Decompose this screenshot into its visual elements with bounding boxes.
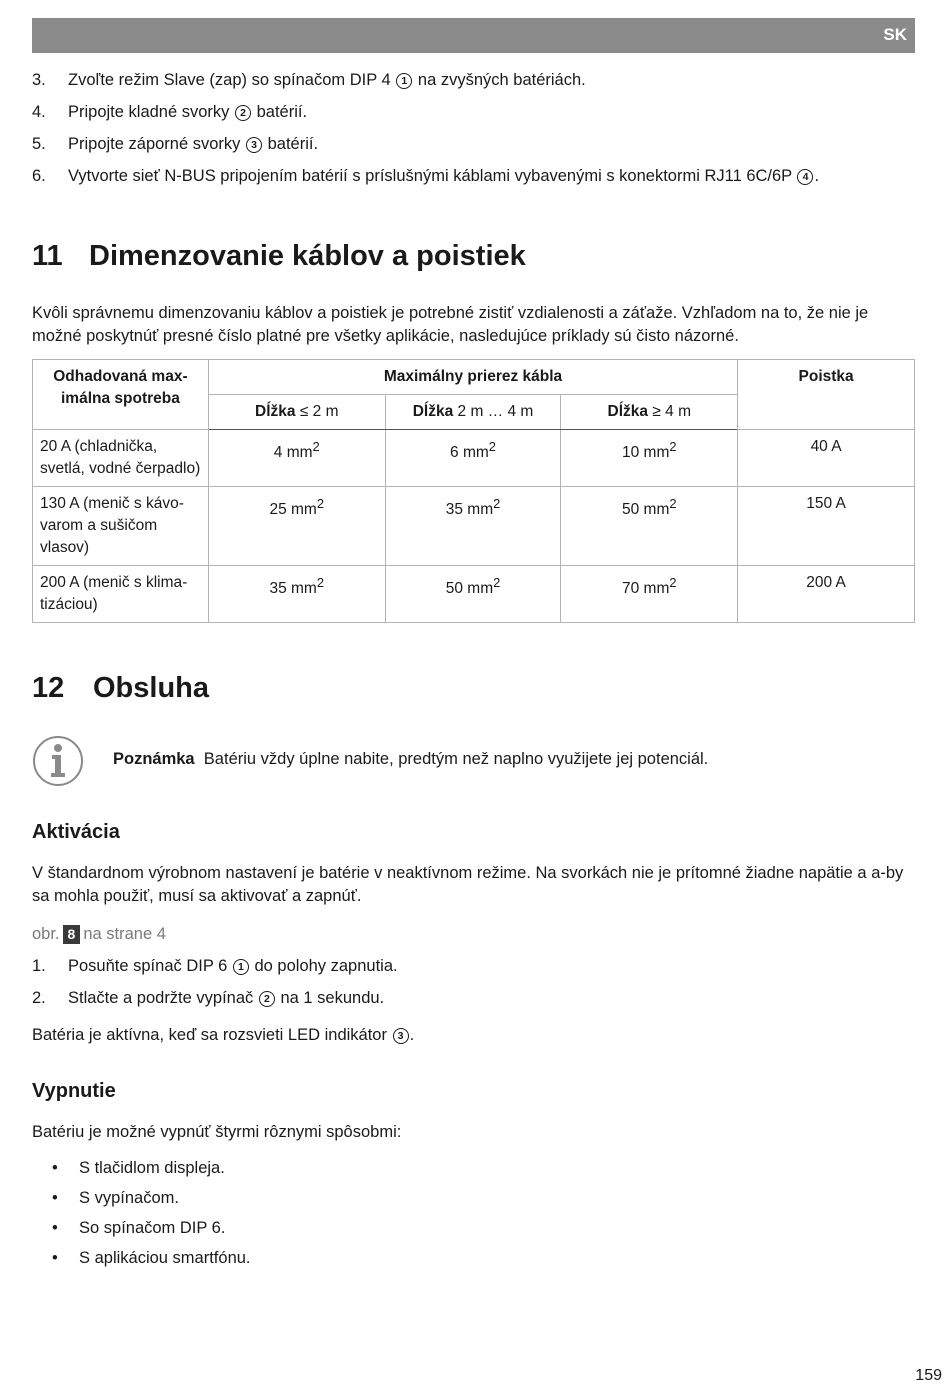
table-header-row bbox=[33, 360, 915, 395]
cell-fuse: 40 A bbox=[738, 430, 915, 487]
list-item bbox=[32, 103, 307, 122]
marker-circle: 4 bbox=[797, 169, 813, 185]
subheader-length-2: Dĺžka 2 m … 4 m bbox=[385, 395, 561, 430]
header-fuse: Poistka bbox=[738, 360, 915, 430]
cell-fuse: 200 A bbox=[738, 566, 915, 623]
figure-number-badge: 8 bbox=[63, 925, 81, 944]
step-number: 4. bbox=[32, 103, 46, 121]
activation-text: V štandardnom výrobnom nastavení je batérie v neaktívnom režime. Na svorkách nie je prítomné žiadne napätie a a-by sa mohla použiť, musí sa aktivovať a zapnúť. bbox=[32, 864, 904, 905]
step-text-end: na 1 sekundu. bbox=[280, 989, 385, 1007]
bullet-item: • So spínačom DIP 6. bbox=[52, 1219, 226, 1237]
header-bar bbox=[32, 18, 915, 53]
step-text: Stlačte a podržte vypínač bbox=[68, 989, 254, 1007]
marker-circle: 1 bbox=[396, 73, 412, 89]
step-text: Pripojte záporné svorky bbox=[68, 135, 241, 153]
note-label: Poznámka bbox=[113, 750, 195, 768]
step-text: Pripojte kladné svorky bbox=[68, 103, 230, 121]
header-consumption: Odhadovaná max-imálna spotreba bbox=[33, 360, 209, 430]
cell-cross: 50 $mm^2$ bbox=[561, 487, 738, 566]
info-icon bbox=[32, 735, 84, 787]
header-cross-section: Maximálny prierez kábla bbox=[208, 360, 737, 395]
cell-consumption: 20 A (chladnička, svetlá, vodné čerpadlo) bbox=[33, 430, 209, 487]
note bbox=[113, 750, 708, 769]
marker-circle: 2 bbox=[235, 105, 251, 121]
bullet-item: • S vypínačom. bbox=[52, 1189, 179, 1207]
step-text-end: batérií. bbox=[267, 135, 319, 153]
section-heading-12 bbox=[32, 672, 209, 705]
step-text: Posuňte spínač DIP 6 bbox=[68, 957, 228, 975]
marker-circle: 2 bbox=[259, 991, 275, 1007]
marker-circle: 3 bbox=[246, 137, 262, 153]
table-row bbox=[33, 430, 915, 487]
step-text-end: batérií. bbox=[256, 103, 308, 121]
step-number: 2. bbox=[32, 989, 46, 1007]
list-item bbox=[32, 989, 384, 1008]
subheading-activation: Aktivácia bbox=[32, 821, 120, 843]
step-number: 3. bbox=[32, 71, 46, 89]
cell-cross: 50 $mm^2$ bbox=[385, 566, 561, 623]
section-title: Dimenzovanie káblov a poistiek bbox=[89, 240, 526, 272]
fig-suffix: na strane 4 bbox=[83, 925, 166, 943]
cell-consumption: 200 A (menič s klima-tizáciou) bbox=[33, 566, 209, 623]
table-row bbox=[33, 487, 915, 566]
list-item bbox=[32, 957, 398, 976]
table-row bbox=[33, 566, 915, 623]
section-title: Obsluha bbox=[93, 672, 210, 704]
section-heading-11 bbox=[32, 240, 526, 273]
activation-result: Batéria je aktívna, keď sa rozsvieti LED indikátor 3 . bbox=[32, 1026, 415, 1044]
step-number: 1. bbox=[32, 957, 46, 975]
section-number: 11 bbox=[32, 240, 63, 272]
step-text-end: . bbox=[814, 167, 820, 185]
cell-cross: 6 $mm^2$ bbox=[385, 430, 561, 487]
cell-cross: 10 $mm^2$ bbox=[561, 430, 738, 487]
cell-cross: 70 $mm^2$ bbox=[561, 566, 738, 623]
cell-cross: 35 $mm^2$ bbox=[385, 487, 561, 566]
subheading-shutdown: Vypnutie bbox=[32, 1080, 116, 1102]
cable-fuse-table bbox=[32, 359, 915, 623]
step-number: 5. bbox=[32, 135, 46, 153]
bullet-item: • S tlačidlom displeja. bbox=[52, 1159, 225, 1177]
figure-reference bbox=[32, 925, 166, 944]
language-code: SK bbox=[883, 25, 907, 44]
cell-cross: 25 $mm^2$ bbox=[208, 487, 385, 566]
page-number: 159 bbox=[915, 1367, 942, 1384]
section-intro: Kvôli správnemu dimenzovaniu káblov a poistiek je potrebné zistiť vzdialenosti a záťaže. Vzhľadom na to, že nie je možné poskytnúť presné číslo platné pre všetky aplikácie, nasledujúce príklady sú čisto názorné. bbox=[32, 304, 869, 345]
step-text: Zvoľte režim Slave (zap) so spínačom DIP 4 bbox=[68, 71, 391, 89]
cell-cross: 4 $mm^2$ bbox=[208, 430, 385, 487]
step-text-end: do polohy zapnutia. bbox=[254, 957, 398, 975]
step-text-end: na zvyšných batériách. bbox=[417, 71, 586, 89]
marker-circle: 3 bbox=[393, 1028, 409, 1044]
step-number: 6. bbox=[32, 167, 46, 185]
subheader-length-1: Dĺžka ≤ 2 m bbox=[208, 395, 385, 430]
bullet-item: • S aplikáciou smartfónu. bbox=[52, 1249, 251, 1267]
cell-cross: 35 $mm^2$ bbox=[208, 566, 385, 623]
list-item bbox=[32, 71, 586, 90]
list-item bbox=[32, 135, 318, 154]
fig-prefix: obr. bbox=[32, 925, 60, 943]
cell-consumption: 130 A (menič s kávo-varom a sušičom vlasov) bbox=[33, 487, 209, 566]
section-number: 12 bbox=[32, 672, 65, 704]
cell-fuse: 150 A bbox=[738, 487, 915, 566]
shutdown-intro: Batériu je možné vypnúť štyrmi rôznymi spôsobmi: bbox=[32, 1123, 402, 1141]
step-text: Vytvorte sieť N-BUS pripojením batérií s príslušnými káblami vybavenými s konektormi RJ11 6C/6P bbox=[68, 167, 792, 185]
note-text: Batériu vždy úplne nabite, predtým než naplno využijete jej potenciál. bbox=[203, 750, 709, 768]
subheader-length-3: Dĺžka ≥ 4 m bbox=[561, 395, 738, 430]
list-item bbox=[32, 167, 819, 186]
marker-circle: 1 bbox=[233, 959, 249, 975]
